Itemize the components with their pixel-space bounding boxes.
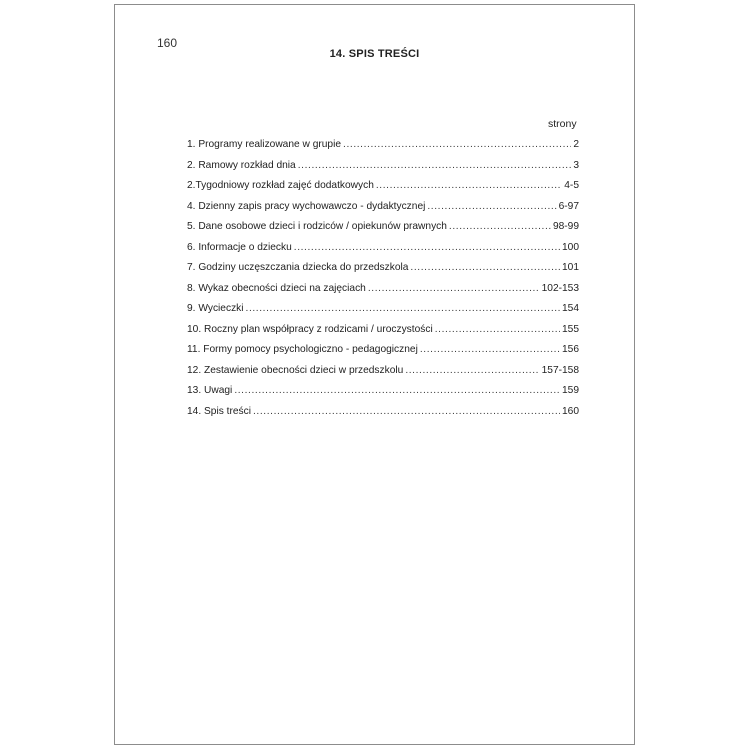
dot-leader bbox=[234, 385, 560, 396]
toc-entry bbox=[187, 385, 579, 406]
toc-entry bbox=[187, 406, 579, 427]
toc-entry-page: 156 bbox=[562, 344, 579, 355]
dot-leader bbox=[253, 406, 560, 417]
pages-column-header: strony bbox=[548, 118, 577, 130]
toc-entry bbox=[187, 242, 579, 263]
toc-entry-label: 11. Formy pomocy psychologiczno - pedagogicznej bbox=[187, 344, 418, 355]
toc-entry-page: 6-97 bbox=[558, 200, 579, 212]
toc-entry-label: 4. Dzienny zapis pracy wychowawczo - dydaktycznej bbox=[187, 200, 426, 212]
toc-entry bbox=[187, 344, 579, 365]
toc-entry-label: 13. Uwagi bbox=[187, 385, 233, 396]
toc-entry bbox=[187, 303, 579, 324]
dot-leader bbox=[368, 283, 540, 294]
toc-entry-label: 2.Tygodniowy rozkład zajęć dodatkowych bbox=[187, 180, 374, 191]
toc-entry-label: 12. Zestawienie obecności dzieci w przedszkolu bbox=[187, 364, 404, 376]
dot-leader bbox=[410, 262, 560, 273]
toc-entry bbox=[187, 139, 579, 160]
toc-entry bbox=[187, 160, 579, 181]
dot-leader bbox=[376, 180, 562, 191]
dot-leader bbox=[298, 160, 572, 171]
toc-entry bbox=[187, 283, 579, 304]
dot-leader bbox=[427, 201, 556, 212]
toc-entry-page: 154 bbox=[562, 303, 579, 314]
page-number: 160 bbox=[157, 36, 178, 50]
toc-entry-page: 2 bbox=[573, 139, 579, 150]
toc-entry-label: 5. Dane osobowe dzieci i rodziców / opiekunów prawnych bbox=[187, 221, 447, 232]
dot-leader bbox=[246, 303, 560, 314]
toc-entry-label: 7. Godziny uczęszczania dziecka do przedszkola bbox=[187, 262, 409, 273]
toc-entry-label: 10. Roczny plan współpracy z rodzicami / uroczystości bbox=[187, 323, 433, 335]
document-page bbox=[114, 4, 635, 745]
toc-entry-label: 1. Programy realizowane w grupie bbox=[187, 139, 342, 150]
toc-entry-page: 160 bbox=[562, 405, 579, 417]
dot-leader bbox=[449, 221, 551, 232]
toc-entry-page: 4-5 bbox=[564, 180, 579, 191]
toc-entry-label: 14. Spis treści bbox=[187, 405, 251, 417]
toc-entry bbox=[187, 365, 579, 386]
toc-entry-label: 6. Informacje o dziecku bbox=[187, 241, 292, 253]
dot-leader bbox=[435, 324, 560, 335]
toc-entry bbox=[187, 324, 579, 345]
toc-entry-label: 8. Wykaz obecności dzieci na zajęciach bbox=[187, 282, 366, 294]
toc-entry-page: 98-99 bbox=[552, 221, 579, 232]
dot-leader bbox=[405, 365, 539, 376]
toc-entry-page: 157-158 bbox=[541, 364, 579, 376]
toc-entry-label: 2. Ramowy rozkład dnia bbox=[187, 159, 296, 171]
toc-entry bbox=[187, 221, 579, 242]
toc-entry-page: 159 bbox=[562, 385, 579, 396]
toc-entry-label: 9. Wycieczki bbox=[187, 303, 244, 314]
dot-leader bbox=[420, 344, 560, 355]
toc-entry bbox=[187, 262, 579, 283]
page-title: 14. SPIS TREŚCI bbox=[329, 48, 420, 60]
table-of-contents bbox=[187, 139, 579, 426]
dot-leader bbox=[294, 242, 560, 253]
toc-entry-page: 102-153 bbox=[541, 282, 579, 294]
toc-entry bbox=[187, 201, 579, 222]
dot-leader bbox=[343, 139, 571, 150]
toc-entry-page: 101 bbox=[562, 262, 579, 273]
toc-entry-page: 3 bbox=[573, 159, 579, 171]
toc-entry-page: 155 bbox=[562, 323, 579, 335]
toc-entry-page: 100 bbox=[562, 241, 579, 253]
toc-entry bbox=[187, 180, 579, 201]
